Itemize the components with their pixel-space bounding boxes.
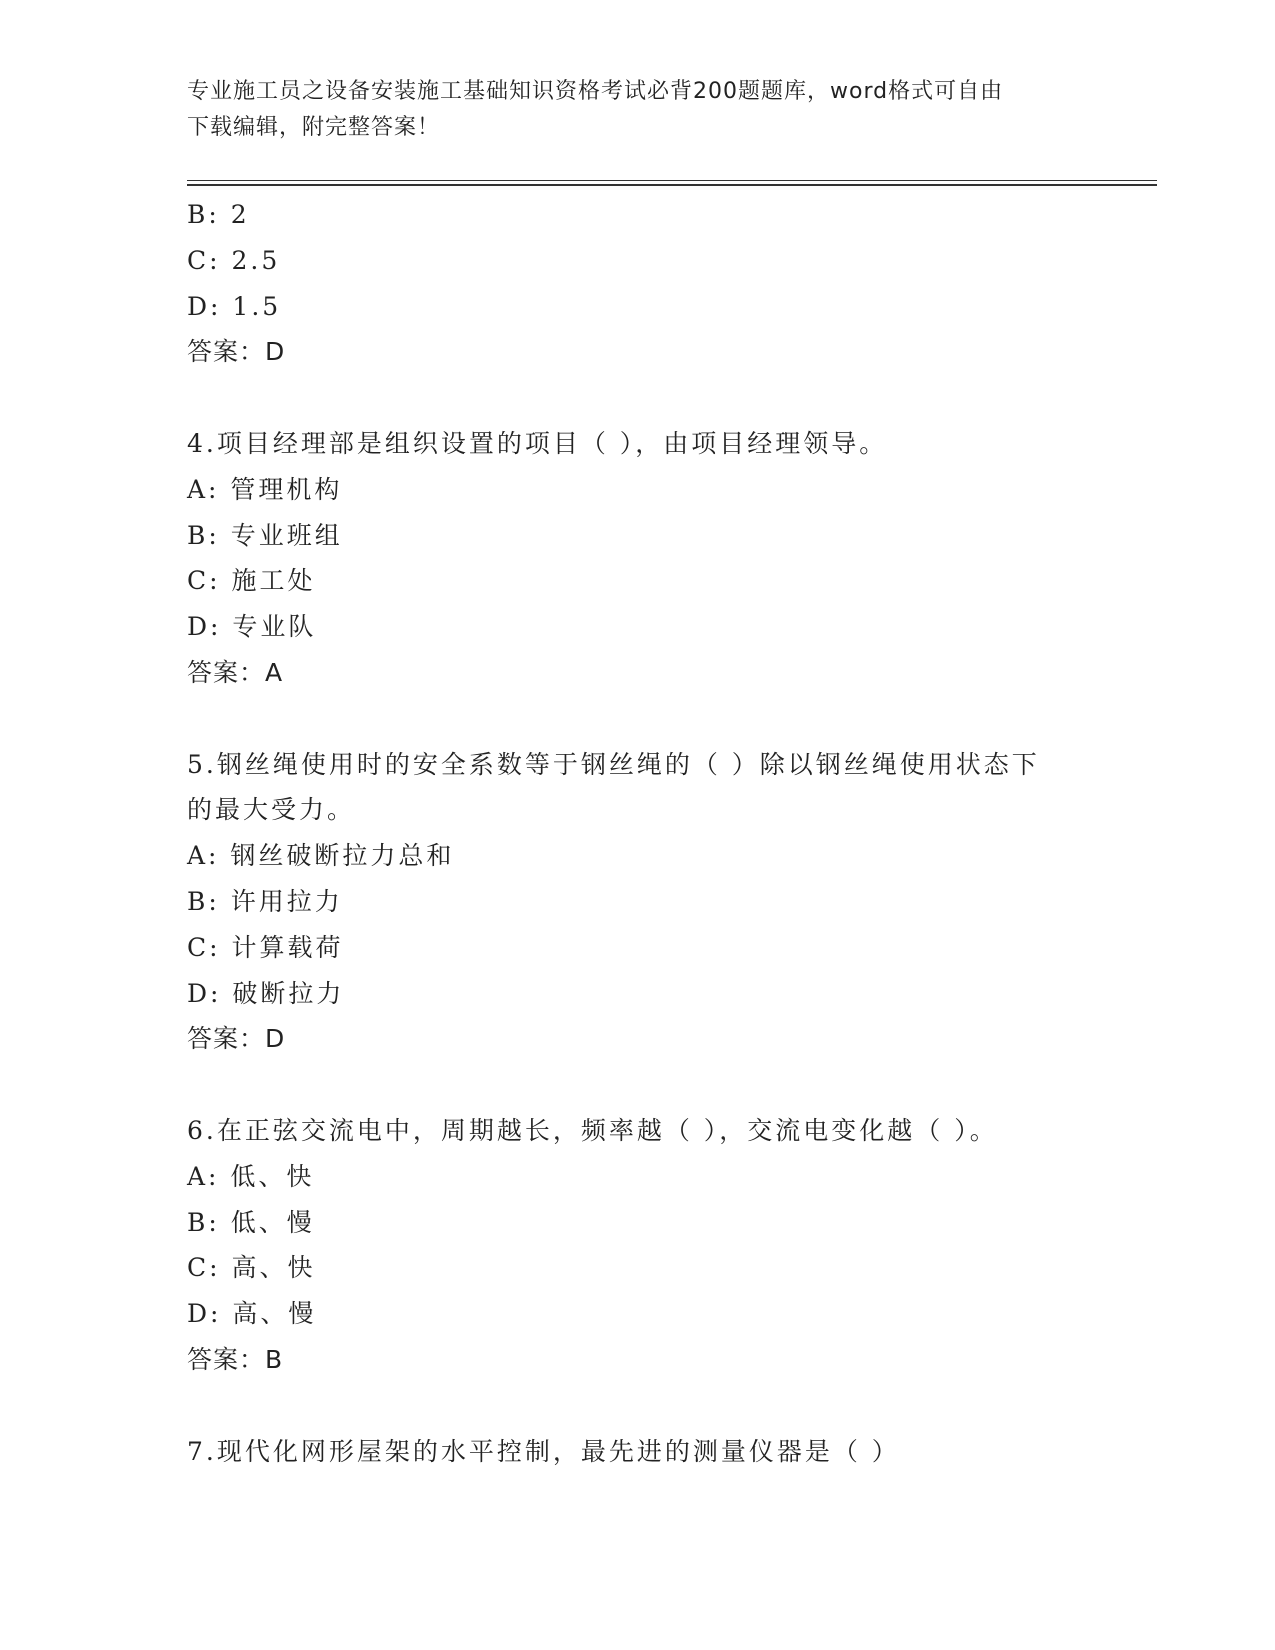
answer-line: 答案：A [187,657,284,687]
question-stem: 7.现代化网形屋架的水平控制，最先进的测量仪器是（ ） [187,1436,900,1466]
option-d: D: 破断拉力 [187,978,345,1008]
header-divider-bottom [187,184,1157,186]
question-stem: 5.钢丝绳使用时的安全系数等于钢丝绳的（ ）除以钢丝绳使用状态下 [187,749,1040,779]
option-d: D: 专业队 [187,612,317,642]
answer-line: 答案：D [187,1024,286,1054]
question-stem-continued: 的最大受力。 [187,795,356,825]
option-d: D: 1.5 [187,291,282,321]
option-b: B: 许用拉力 [187,886,343,916]
option-b: B: 低、慢 [187,1207,315,1237]
option-b: B: 专业班组 [187,520,343,550]
option-a: A: 钢丝破断拉力总和 [187,841,455,871]
option-c: C: 施工处 [187,566,316,596]
option-a: A: 管理机构 [187,474,343,504]
question-stem: 4.项目经理部是组织设置的项目（ ），由项目经理领导。 [187,428,888,458]
question-list [187,192,1087,1474]
answer-line: 答案：B [187,1344,284,1374]
header-line-1: 专业施工员之设备安装施工基础知识资格考试必背200题题库，word格式可自由 [187,79,1004,104]
question-stem: 6.在正弦交流电中，周期越长，频率越（ ），交流电变化越（ ）。 [187,1115,998,1145]
header-line-2: 下载编辑，附完整答案！ [187,115,441,140]
document-header [187,74,1087,146]
option-c: C: 2.5 [187,245,281,275]
option-b: B: 2 [187,200,250,229]
option-c: C: 高、快 [187,1253,316,1283]
answer-line: 答案：D [187,337,286,367]
option-c: C: 计算载荷 [187,932,344,962]
option-d: D: 高、慢 [187,1299,317,1329]
header-divider-top [187,180,1157,181]
option-a: A: 低、快 [187,1161,315,1191]
